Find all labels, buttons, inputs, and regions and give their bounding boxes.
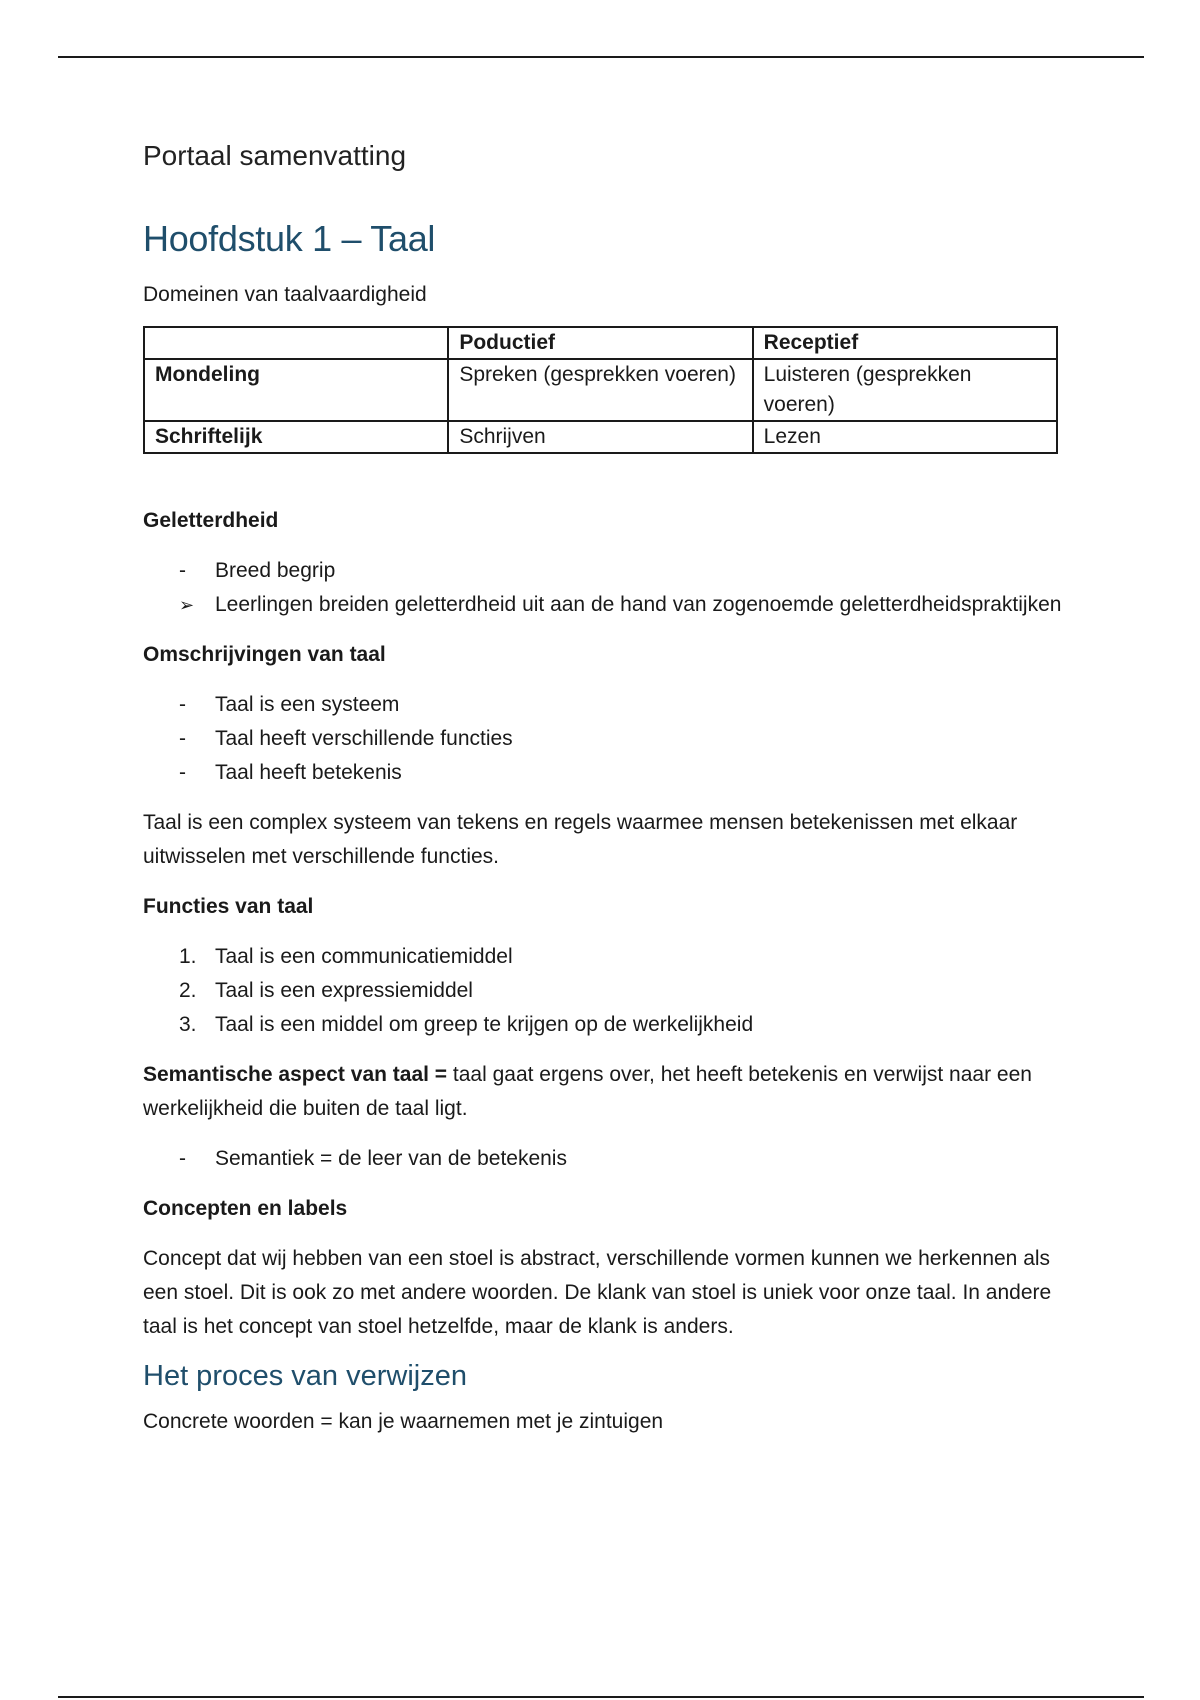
list-item-text: Leerlingen breiden geletterdheid uit aan de hand van zogenoemde geletterdheidspraktijken [215,593,1062,616]
list-item-text: Taal is een expressiemiddel [215,979,473,1002]
list-item-text: Semantiek = de leer van de betekenis [215,1147,567,1170]
table-row-label: Schriftelijk [144,421,448,453]
table-row [144,421,1057,453]
functies-heading: Functies van taal [143,895,314,918]
list-item [143,756,1063,790]
table-cell: Lezen [753,421,1057,453]
omschrijvingen-list [143,688,1063,790]
list-item-text: Taal heeft verschillende functies [215,727,513,750]
list-number: 2. [179,979,197,1002]
taal-definition-paragraph: Taal is een complex systeem van tekens en regels waarmee mensen betekenissen met elkaar uitwisselen met verschillende functies. [143,811,1018,868]
list-item [143,1008,1063,1042]
dash-bullet-icon: - [179,693,186,716]
list-item [143,1142,1063,1176]
table-cell: Schrijven [448,421,752,453]
table-cell: Luisteren (gesprekken voeren) [753,359,1057,421]
geletterdheid-list [143,554,1063,622]
list-item-text: Taal heeft betekenis [215,761,402,784]
table-cell: Spreken (gesprekken voeren) [448,359,752,421]
list-item-text: Taal is een communicatiemiddel [215,945,513,968]
list-item [143,688,1063,722]
dash-bullet-icon: - [179,761,186,784]
list-number: 1. [179,945,197,968]
table-row [144,359,1057,421]
dash-bullet-icon: - [179,727,186,750]
dash-bullet-icon: - [179,559,186,582]
domains-caption: Domeinen van taalvaardigheid [143,283,427,306]
list-item [143,588,1063,622]
table-header-cell: Poductief [448,327,752,359]
geletterdheid-heading: Geletterdheid [143,509,279,532]
omschrijvingen-heading: Omschrijvingen van taal [143,643,386,666]
footer-rule [58,1696,1144,1698]
list-item [143,722,1063,756]
list-item [143,940,1063,974]
arrow-bullet-icon: ➢ [179,595,195,615]
table-header-cell [144,327,448,359]
chapter-heading: Hoofdstuk 1 – Taal [143,218,436,259]
dash-bullet-icon: - [179,1147,186,1170]
list-item-text: Breed begrip [215,559,336,582]
semantisch-term: Semantische aspect van taal = [143,1063,448,1086]
functies-list [143,940,1063,1042]
section-heading: Het proces van verwijzen [143,1360,467,1392]
list-item-text: Taal is een middel om greep te krijgen op de werkelijkheid [215,1013,754,1036]
table-row-label: Mondeling [144,359,448,421]
semantiek-list [143,1142,1063,1176]
list-item-text: Taal is een systeem [215,693,400,716]
verwijzen-paragraph: Concrete woorden = kan je waarnemen met je zintuigen [143,1410,664,1433]
semantisch-definition: taal gaat ergens over, het heeft betekenis en verwijst naar een werkelijkheid die buiten de taal ligt. [143,1063,1032,1120]
list-item [143,974,1063,1008]
concepten-paragraph: Concept dat wij hebben van een stoel is abstract, verschillende vormen kunnen we herkennen als een stoel. Dit is ook zo met andere woorden. De klank van stoel is uniek voor onze taal. In andere taal is het concept van stoel hetzelfde, maar de klank is anders. [143,1247,1052,1338]
document-title: Portaal samenvatting [143,140,407,171]
concepten-heading: Concepten en labels [143,1197,348,1220]
header-rule [58,56,1144,58]
table-header-row [144,327,1057,359]
domains-table [143,326,1058,454]
semantisch-paragraph [143,1058,1063,1126]
document-body [143,140,1063,1455]
list-number: 3. [179,1013,197,1036]
table-header-cell: Receptief [753,327,1057,359]
list-item [143,554,1063,588]
